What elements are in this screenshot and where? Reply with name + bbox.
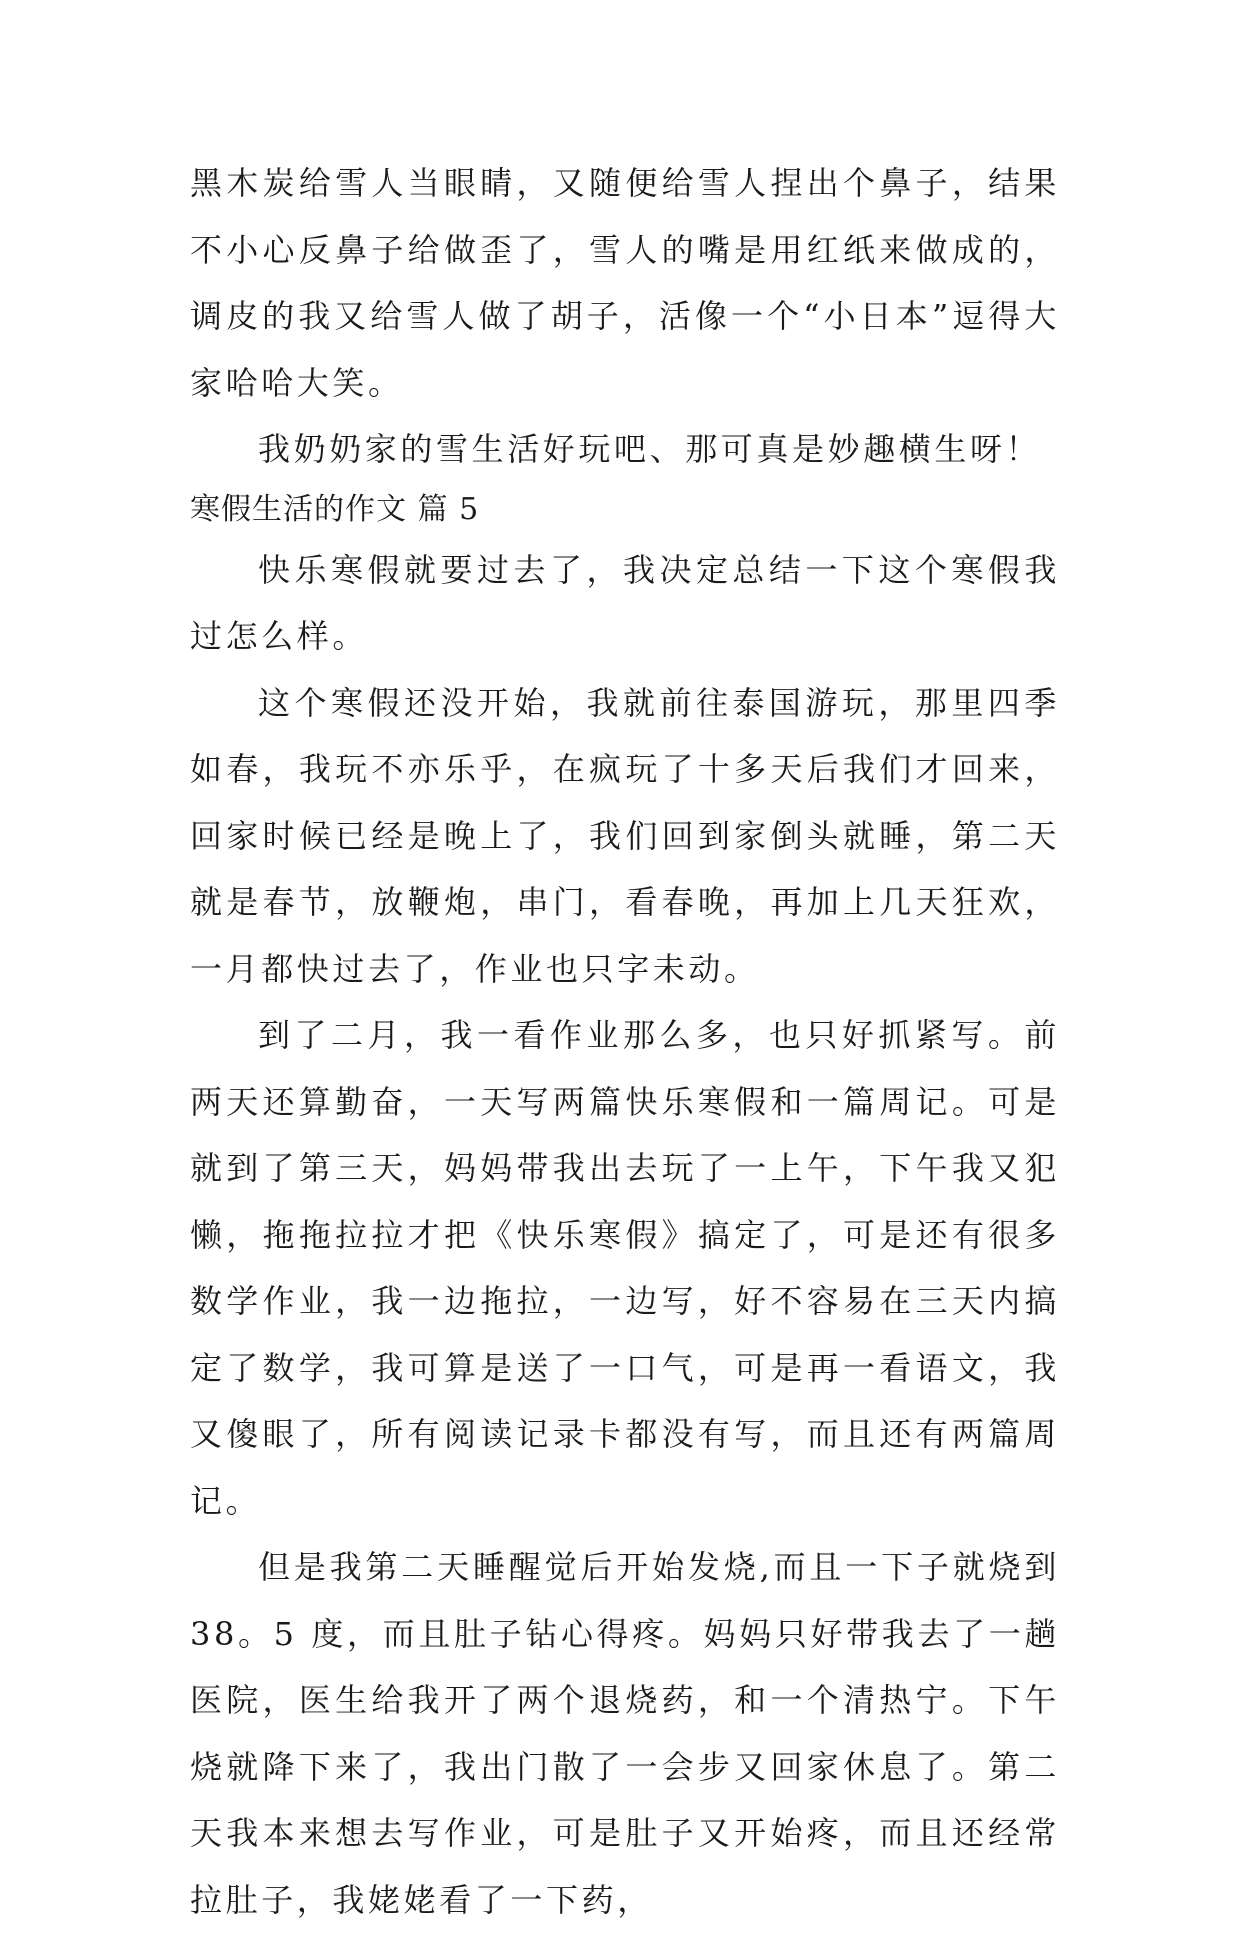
section-title: 寒假生活的作文 篇 5 [190,491,480,527]
paragraph-snow-life: 我奶奶家的雪生活好玩吧、那可真是妙趣横生呀！ [258,430,1042,468]
paragraph-thailand-trip: 这个寒假还没开始，我就前往泰国游玩，那里四季如春，我玩不亦乐乎，在疯玩了十多天后我们才回来，回家时候已经是晚上了，我们回到家倒头就睡，第二天就是春节，放鞭炮，串门，看春晚，再加上几天狂欢，一月都快过去了，作业也只字未动。 [190,683,1060,988]
document-body [190,150,1060,1933]
paragraph-summary-intro: 快乐寒假就要过去了，我决定总结一下这个寒假我过怎么样。 [190,550,1060,655]
paragraph-snowman: 黑木炭给雪人当眼睛，又随便给雪人捏出个鼻子，结果不小心反鼻子给做歪了，雪人的嘴是用红纸来做成的，调皮的我又给雪人做了胡子，活像一个“小日本”逗得大家哈哈大笑。 [190,164,1060,402]
paragraph-fever: 但是我第二天睡醒觉后开始发烧,而且一下子就烧到38。5 度，而且肚子钻心得疼。妈妈只好带我去了一趟医院，医生给我开了两个退烧药，和一个清热宁。下午烧就降下来了，我出门散了一会步又回家休息了。第二天我本来想去写作业，可是肚子又开始疼，而且还经常拉肚子，我姥姥看了一下药， [190,1548,1060,1919]
paragraph-homework: 到了二月，我一看作业那么多，也只好抓紧写。前两天还算勤奋，一天写两篇快乐寒假和一篇周记。可是就到了第三天，妈妈带我出去玩了一上午，下午我又犯懒，拖拖拉拉才把《快乐寒假》搞定了，可是还有很多数学作业，我一边拖拉，一边写，好不容易在三天内搞定了数学，我可算是送了一口气，可是再一看语文，我又傻眼了，所有阅读记录卡都没有写，而且还有两篇周记。 [190,1016,1060,1520]
